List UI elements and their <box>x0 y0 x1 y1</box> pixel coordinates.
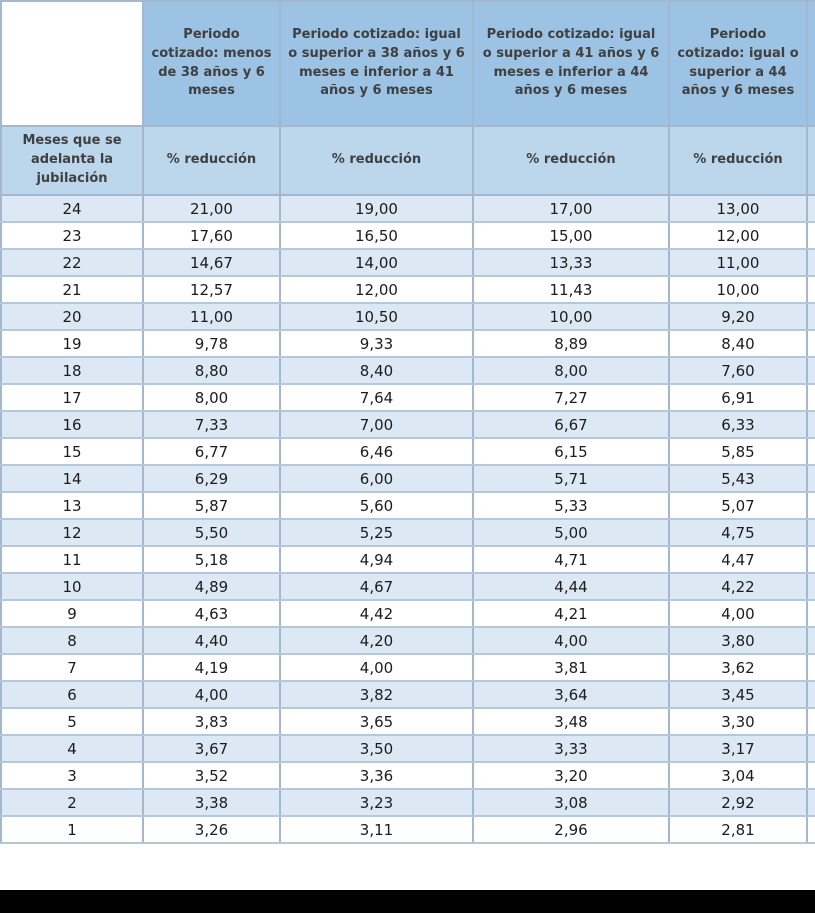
reduction-value-cell: 3,45 <box>669 681 807 708</box>
column-header-period-1: Periodo cotizado: menos de 38 años y 6 meses <box>143 1 280 126</box>
reduction-value-cell: 3,26 <box>143 816 280 843</box>
reduction-value-cell: 10,50 <box>280 303 473 330</box>
spacer-cell <box>807 546 815 573</box>
reduction-value-cell: 5,18 <box>143 546 280 573</box>
months-cell: 1 <box>1 816 143 843</box>
spacer-cell <box>807 195 815 222</box>
reduction-value-cell: 3,38 <box>143 789 280 816</box>
reduction-value-cell: 5,87 <box>143 492 280 519</box>
reduction-value-cell: 3,04 <box>669 762 807 789</box>
reduction-value-cell: 4,71 <box>473 546 669 573</box>
reduction-value-cell: 6,33 <box>669 411 807 438</box>
reduction-value-cell: 3,17 <box>669 735 807 762</box>
reduction-value-cell: 4,44 <box>473 573 669 600</box>
reduction-value-cell: 7,00 <box>280 411 473 438</box>
months-cell: 18 <box>1 357 143 384</box>
reduction-value-cell: 7,64 <box>280 384 473 411</box>
spacer-cell <box>807 816 815 843</box>
table-row <box>1 789 815 816</box>
reduction-value-cell: 3,08 <box>473 789 669 816</box>
reduction-value-cell: 4,00 <box>473 627 669 654</box>
reduction-value-cell: 17,60 <box>143 222 280 249</box>
corner-cell <box>1 1 143 126</box>
months-cell: 5 <box>1 708 143 735</box>
bottom-black-bar <box>0 890 815 913</box>
spacer-cell <box>807 438 815 465</box>
reduction-value-cell: 4,89 <box>143 573 280 600</box>
months-cell: 14 <box>1 465 143 492</box>
table-row <box>1 195 815 222</box>
table-row <box>1 735 815 762</box>
reduction-value-cell: 3,80 <box>669 627 807 654</box>
table-row <box>1 249 815 276</box>
reduction-value-cell: 3,81 <box>473 654 669 681</box>
reduction-value-cell: 3,82 <box>280 681 473 708</box>
reduction-value-cell: 11,43 <box>473 276 669 303</box>
reduction-value-cell: 3,52 <box>143 762 280 789</box>
reduction-value-cell: 12,00 <box>280 276 473 303</box>
reduction-value-cell: 6,46 <box>280 438 473 465</box>
months-cell: 16 <box>1 411 143 438</box>
table-row <box>1 762 815 789</box>
spacer-cell <box>807 384 815 411</box>
row-header-label: Meses que se adelanta la jubilación <box>1 126 143 195</box>
months-cell: 4 <box>1 735 143 762</box>
reduction-value-cell: 8,80 <box>143 357 280 384</box>
reduction-value-cell: 5,07 <box>669 492 807 519</box>
reduction-value-cell: 6,91 <box>669 384 807 411</box>
column-header-period-2: Periodo cotizado: igual o superior a 38 años y 6 meses e inferior a 41 años y 6 meses <box>280 1 473 126</box>
reduction-value-cell: 3,20 <box>473 762 669 789</box>
reduction-value-cell: 4,75 <box>669 519 807 546</box>
reduction-value-cell: 4,22 <box>669 573 807 600</box>
reduction-value-cell: 6,15 <box>473 438 669 465</box>
months-cell: 7 <box>1 654 143 681</box>
spacer-cell <box>807 708 815 735</box>
spacer-cell <box>807 249 815 276</box>
months-cell: 19 <box>1 330 143 357</box>
reduction-value-cell: 5,50 <box>143 519 280 546</box>
reduction-value-cell: 6,00 <box>280 465 473 492</box>
spacer-cell <box>807 1 815 126</box>
spacer-cell <box>807 411 815 438</box>
reduction-value-cell: 6,77 <box>143 438 280 465</box>
table-row <box>1 303 815 330</box>
spacer-cell <box>807 357 815 384</box>
table-row <box>1 384 815 411</box>
reduction-value-cell: 4,00 <box>143 681 280 708</box>
reduction-value-cell: 4,20 <box>280 627 473 654</box>
reduction-value-cell: 9,78 <box>143 330 280 357</box>
reduction-value-cell: 3,50 <box>280 735 473 762</box>
reduction-value-cell: 3,48 <box>473 708 669 735</box>
table-row <box>1 654 815 681</box>
months-cell: 11 <box>1 546 143 573</box>
reduction-value-cell: 4,42 <box>280 600 473 627</box>
reduction-value-cell: 12,00 <box>669 222 807 249</box>
reduction-value-cell: 4,63 <box>143 600 280 627</box>
spacer-cell <box>807 627 815 654</box>
spacer-cell <box>807 465 815 492</box>
table-row <box>1 681 815 708</box>
reduction-value-cell: 16,50 <box>280 222 473 249</box>
subheader-reduction-3: % reducción <box>473 126 669 195</box>
reduction-value-cell: 7,27 <box>473 384 669 411</box>
column-header-period-3: Periodo cotizado: igual o superior a 41 años y 6 meses e inferior a 44 años y 6 meses <box>473 1 669 126</box>
reduction-value-cell: 8,00 <box>473 357 669 384</box>
reduction-value-cell: 5,43 <box>669 465 807 492</box>
reduction-value-cell: 9,20 <box>669 303 807 330</box>
reduction-value-cell: 3,64 <box>473 681 669 708</box>
reduction-value-cell: 4,47 <box>669 546 807 573</box>
months-cell: 8 <box>1 627 143 654</box>
reduction-value-cell: 14,00 <box>280 249 473 276</box>
table-row <box>1 492 815 519</box>
reduction-value-cell: 19,00 <box>280 195 473 222</box>
months-cell: 24 <box>1 195 143 222</box>
spacer-cell <box>807 600 815 627</box>
reduction-value-cell: 4,00 <box>669 600 807 627</box>
spacer-cell <box>807 330 815 357</box>
reduction-value-cell: 3,11 <box>280 816 473 843</box>
reduction-value-cell: 6,67 <box>473 411 669 438</box>
spacer-cell <box>807 492 815 519</box>
reduction-value-cell: 10,00 <box>669 276 807 303</box>
months-cell: 9 <box>1 600 143 627</box>
months-cell: 17 <box>1 384 143 411</box>
reduction-value-cell: 9,33 <box>280 330 473 357</box>
reduction-value-cell: 2,92 <box>669 789 807 816</box>
reduction-value-cell: 10,00 <box>473 303 669 330</box>
spacer-cell <box>807 762 815 789</box>
reduction-value-cell: 5,33 <box>473 492 669 519</box>
reduction-value-cell: 14,67 <box>143 249 280 276</box>
reduction-value-cell: 3,23 <box>280 789 473 816</box>
spacer-cell <box>807 681 815 708</box>
reduction-value-cell: 5,60 <box>280 492 473 519</box>
months-cell: 21 <box>1 276 143 303</box>
reduction-value-cell: 2,96 <box>473 816 669 843</box>
table-row <box>1 816 815 843</box>
subheader-reduction-4: % reducción <box>669 126 807 195</box>
reduction-value-cell: 2,81 <box>669 816 807 843</box>
table-row <box>1 465 815 492</box>
reduction-value-cell: 4,00 <box>280 654 473 681</box>
reduction-value-cell: 4,40 <box>143 627 280 654</box>
reduction-value-cell: 7,60 <box>669 357 807 384</box>
table-row <box>1 411 815 438</box>
reduction-value-cell: 4,21 <box>473 600 669 627</box>
spacer-cell <box>807 126 815 195</box>
table-row <box>1 357 815 384</box>
spacer-cell <box>807 789 815 816</box>
months-cell: 15 <box>1 438 143 465</box>
months-cell: 2 <box>1 789 143 816</box>
table-row <box>1 519 815 546</box>
table-row <box>1 600 815 627</box>
column-header-period-4: Periodo cotizado: igual o superior a 44 años y 6 meses <box>669 1 807 126</box>
reduction-value-cell: 3,67 <box>143 735 280 762</box>
reduction-value-cell: 8,89 <box>473 330 669 357</box>
spacer-cell <box>807 276 815 303</box>
reduction-value-cell: 21,00 <box>143 195 280 222</box>
reduction-value-cell: 4,67 <box>280 573 473 600</box>
spacer-cell <box>807 303 815 330</box>
table-row <box>1 222 815 249</box>
spacer-cell <box>807 222 815 249</box>
table-row <box>1 627 815 654</box>
reduction-value-cell: 5,25 <box>280 519 473 546</box>
table-row <box>1 438 815 465</box>
months-cell: 20 <box>1 303 143 330</box>
months-cell: 10 <box>1 573 143 600</box>
reduction-value-cell: 12,57 <box>143 276 280 303</box>
reduction-value-cell: 11,00 <box>143 303 280 330</box>
reduction-value-cell: 11,00 <box>669 249 807 276</box>
table-body <box>1 195 815 843</box>
reduction-value-cell: 17,00 <box>473 195 669 222</box>
reduction-value-cell: 6,29 <box>143 465 280 492</box>
subheader-reduction-2: % reducción <box>280 126 473 195</box>
reduction-value-cell: 5,71 <box>473 465 669 492</box>
reduction-value-cell: 13,33 <box>473 249 669 276</box>
reduction-value-cell: 15,00 <box>473 222 669 249</box>
spacer-cell <box>807 573 815 600</box>
reduction-value-cell: 3,36 <box>280 762 473 789</box>
table-row <box>1 276 815 303</box>
spacer-cell <box>807 735 815 762</box>
reduction-value-cell: 8,40 <box>669 330 807 357</box>
reduction-value-cell: 8,40 <box>280 357 473 384</box>
table-row <box>1 330 815 357</box>
spacer-cell <box>807 519 815 546</box>
reduction-value-cell: 3,33 <box>473 735 669 762</box>
reduction-value-cell: 3,62 <box>669 654 807 681</box>
reduction-value-cell: 5,85 <box>669 438 807 465</box>
months-cell: 12 <box>1 519 143 546</box>
months-cell: 6 <box>1 681 143 708</box>
subheader-row <box>1 126 815 195</box>
months-cell: 13 <box>1 492 143 519</box>
reduction-value-cell: 5,00 <box>473 519 669 546</box>
reduction-value-cell: 13,00 <box>669 195 807 222</box>
reduction-value-cell: 8,00 <box>143 384 280 411</box>
months-cell: 3 <box>1 762 143 789</box>
table-row <box>1 573 815 600</box>
months-cell: 23 <box>1 222 143 249</box>
table-row <box>1 708 815 735</box>
reduction-value-cell: 7,33 <box>143 411 280 438</box>
subheader-reduction-1: % reducción <box>143 126 280 195</box>
spacer-cell <box>807 654 815 681</box>
reduction-value-cell: 4,19 <box>143 654 280 681</box>
months-cell: 22 <box>1 249 143 276</box>
reduction-value-cell: 3,65 <box>280 708 473 735</box>
reduction-value-cell: 4,94 <box>280 546 473 573</box>
reduction-value-cell: 3,30 <box>669 708 807 735</box>
header-row <box>1 1 815 126</box>
reduction-value-cell: 3,83 <box>143 708 280 735</box>
table-row <box>1 546 815 573</box>
